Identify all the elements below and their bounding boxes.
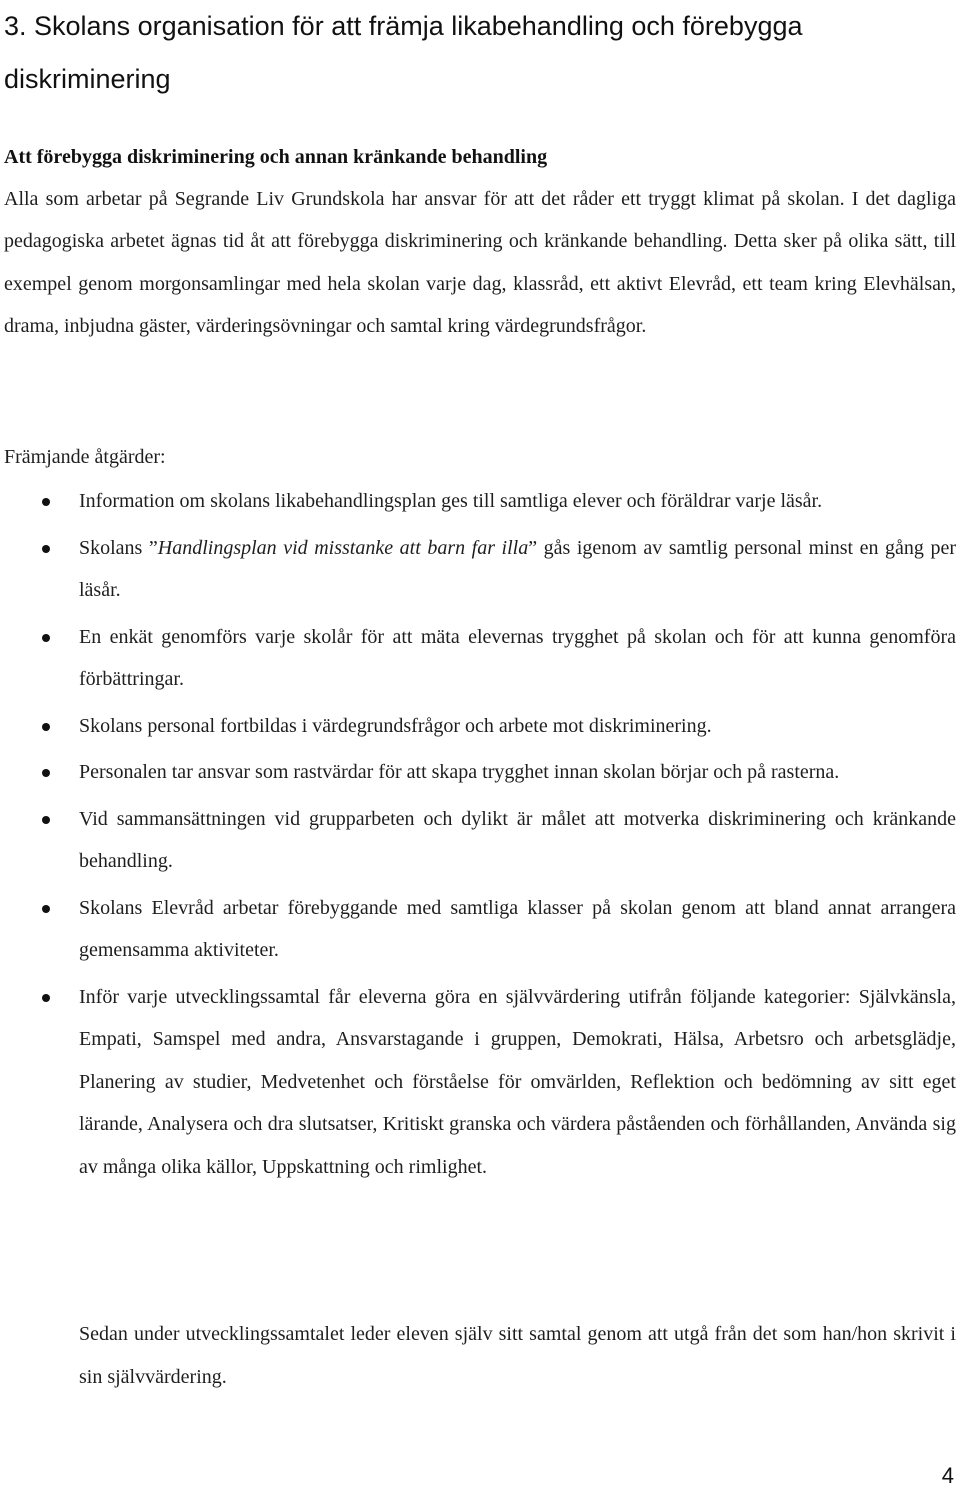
bullet-icon <box>42 498 50 506</box>
list-item-text: Skolans Elevråd arbetar förebyggande med samtliga klasser på skolan genom att bland annat arrangera gemensamma aktiviteter. <box>79 896 956 961</box>
list-item <box>0 527 956 612</box>
list-item-suffix: ” gås igenom av samtlig personal minst en gång per läsår. <box>79 536 956 601</box>
plan-title-emphasis: Handlingsplan vid misstanke att barn far illa <box>157 536 529 559</box>
bullet-icon <box>42 816 50 824</box>
list-item-text: Vid sammansättningen vid grupparbeten och dylikt är målet att motverka diskriminering och kränkande behandling. <box>79 807 956 872</box>
page-number: 4 <box>941 1463 954 1488</box>
list-item-prefix: Skolans ” <box>79 536 158 559</box>
bullet-icon <box>42 634 50 642</box>
list-item <box>0 887 956 972</box>
list-item <box>0 976 956 1189</box>
subheading: Att förebygga diskriminering och annan kränkande behandling <box>4 146 548 168</box>
closing-paragraph: Sedan under utvecklingssamtalet leder eleven själv sitt samtal genom att utgå från det som han/hon skrivit i sin självvärdering. <box>79 1323 956 1388</box>
bullet-icon <box>42 994 50 1002</box>
bullet-icon <box>42 723 50 731</box>
list-item-text: Personalen tar ansvar som rastvärdar för att skapa trygghet innan skolan börjar och på rasterna. <box>79 761 840 783</box>
bullet-icon <box>42 545 50 553</box>
measures-list <box>0 480 960 1192</box>
intro-paragraph: Alla som arbetar på Segrande Liv Grundskola har ansvar för att det råder ett tryggt klimat på skolan. I det dagliga pedagogiska arbetet ägnas tid åt att förebygga diskriminering och kränkande behandling. Detta sker på olika sätt, till exempel genom morgonsamlingar med hela skolan varje dag, klassråd, ett aktivt Elevråd, ett team kring Elevhälsan, drama, inbjudna gäster, värderingsövningar och samtal kring värdegrundsfrågor. <box>4 188 956 337</box>
measures-label: Främjande åtgärder: <box>4 446 166 468</box>
list-item-text: Skolans personal fortbildas i värdegrundsfrågor och arbete mot diskriminering. <box>79 714 712 737</box>
list-item <box>0 705 956 748</box>
list-item <box>0 616 956 701</box>
list-item <box>0 798 956 883</box>
list-item <box>0 480 956 523</box>
bullet-icon <box>42 769 50 777</box>
list-item-text: En enkät genomförs varje skolår för att mäta elevernas trygghet på skolan och för att kunna genomföra förbättringar. <box>79 625 956 690</box>
list-item-text: Inför varje utvecklingssamtal får eleverna göra en självvärdering utifrån följande kategorier: Självkänsla, Empati, Samspel med andra, Ansvarstagande i gruppen, Demokrati, Hälsa, Arbetsro och arbetsglädje, Planering av studier, Medvetenhet och förståelse för omvärlden, Reflektion och bedömning av sitt eget lärande, Analysera och dra slutsatser, Kritiskt granska och värdera påståenden och förhållanden, Använda sig av många olika källor, Uppskattning och rimlighet. <box>79 985 956 1178</box>
list-item-text: Information om skolans likabehandlingsplan ges till samtliga elever och föräldrar varje läsår. <box>79 490 823 512</box>
bullet-icon <box>42 905 50 913</box>
list-item <box>0 751 956 794</box>
section-heading: 3. Skolans organisation för att främja likabehandling och förebygga diskriminering <box>4 11 803 94</box>
